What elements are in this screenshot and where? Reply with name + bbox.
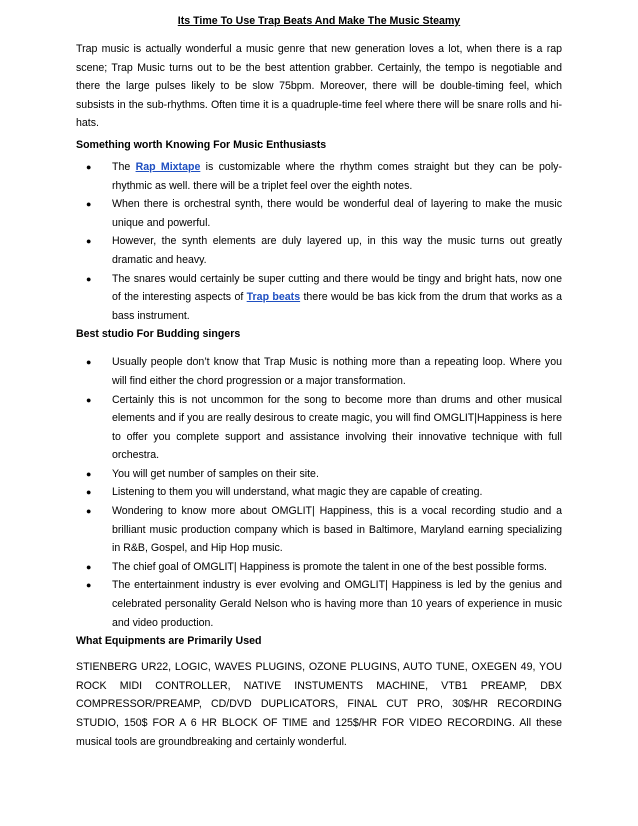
section-heading-best-studio: Best studio For Budding singers <box>76 328 241 341</box>
list-item <box>76 353 562 390</box>
bullet-list-music-enthusiasts <box>76 158 562 325</box>
list-item <box>76 483 562 502</box>
list-item <box>76 158 562 195</box>
list-item-text: You will get number of samples on their site. <box>112 467 319 480</box>
list-item <box>76 195 562 232</box>
bullet-icon: ● <box>86 580 92 591</box>
list-item-text: The snares would certainly be super cutting and there would be tingy and bright hats, now one of the interesting aspects of <box>112 272 562 304</box>
bullet-icon: ● <box>86 394 92 405</box>
bullet-icon: ● <box>86 487 92 498</box>
intro-paragraph: Trap music is actually wonderful a music genre that new generation loves a lot, when there is a rap scene; Trap Music turns out to be the best attention grabber. Certainly, the tempo is negotiable and there the large pulses likely to be slow 75bpm. Moreover, there will be double-timing feel, which subsists in the sub-rhythms. Often time it is a quadruple-time feel where there will be snare rolls and hi-hats. <box>76 43 562 130</box>
list-item <box>76 502 562 558</box>
list-item <box>76 232 562 269</box>
list-item <box>76 270 562 326</box>
bullet-icon: ● <box>86 199 92 210</box>
rap-mixtape-link[interactable]: Rap Mixtape <box>135 160 201 173</box>
list-item <box>76 465 562 484</box>
list-item-text: Listening to them you will understand, what magic they are capable of creating. <box>112 486 483 499</box>
document-title: Its Time To Use Trap Beats And Make The Music Steamy <box>177 15 461 27</box>
list-item <box>76 558 562 577</box>
bullet-icon: ● <box>86 236 92 247</box>
bullet-icon: ● <box>86 506 92 517</box>
list-item-text: The chief goal of OMGLIT| Happiness is promote the talent in one of the best possible forms. <box>112 560 547 573</box>
bullet-icon: ● <box>86 273 92 284</box>
equipments-paragraph: STIENBERG UR22, LOGIC, WAVES PLUGINS, OZONE PLUGINS, AUTO TUNE, OXEGEN 49, YOU ROCK MIDI CONTROLLER, NATIVE INSTUMENTS MACHINE, VTB1 PREAMP, DBX COMPRESSOR/PREAMP, CD/DVD DUPLICATORS, FINAL CUT PRO, 30$/HR RECORDING STUDIO, 150$ FOR A 6 HR BLOCK OF TIME and 125$/HR FOR VIDEO RECORDING. All these musical tools are groundbreaking and certainly wonderful. <box>76 661 562 748</box>
list-item-text: When there is orchestral synth, there would be wonderful deal of layering to make the music unique and powerful. <box>112 198 562 229</box>
list-item-text: Wondering to know more about OMGLIT| Happiness, this is a vocal recording studio and a brilliant music production company which is based in Baltimore, Maryland earning specializing in R&B, Gospel, and Hip Hop music. <box>112 505 562 555</box>
section-heading-equipments: What Equipments are Primarily Used <box>76 635 262 648</box>
list-item-text: Usually people don’t know that Trap Music is nothing more than a repeating loop. Where you will find either the chord progression or a major transformation. <box>112 356 562 387</box>
list-item <box>76 576 562 632</box>
bullet-icon: ● <box>86 561 92 572</box>
bullet-list-best-studio <box>76 353 562 632</box>
list-item-text: The entertainment industry is ever evolving and OMGLIT| Happiness is led by the genius and celebrated personality Gerald Nelson who is having more than 10 years of experience in music and video production. <box>112 579 562 629</box>
list-item <box>76 391 562 465</box>
list-item-text: The <box>112 160 136 173</box>
list-item-text: there would be bas kick from the drum that works as a bass instrument. <box>112 291 562 322</box>
bullet-icon: ● <box>86 468 92 479</box>
list-item-text: is customizable where the rhythm comes straight but they can be poly-rhythmic as well. there will be a triplet feel over the eighth notes. <box>112 160 562 192</box>
trap-beats-link[interactable]: Trap beats <box>246 291 301 304</box>
list-item-text: Certainly this is not uncommon for the song to become more than drums and other musical elements and if you are really desirous to create magic, you will find OMGLIT|Happiness is here to offer you complete support and assistance involving their innovative technique with full orchestra. <box>112 393 562 462</box>
list-item-text: However, the synth elements are duly layered up, in this way the music turns out greatly dramatic and heavy. <box>112 235 562 266</box>
section-heading-music-enthusiasts: Something worth Knowing For Music Enthusiasts <box>76 138 327 151</box>
bullet-icon: ● <box>86 357 92 368</box>
bullet-icon: ● <box>86 161 92 172</box>
